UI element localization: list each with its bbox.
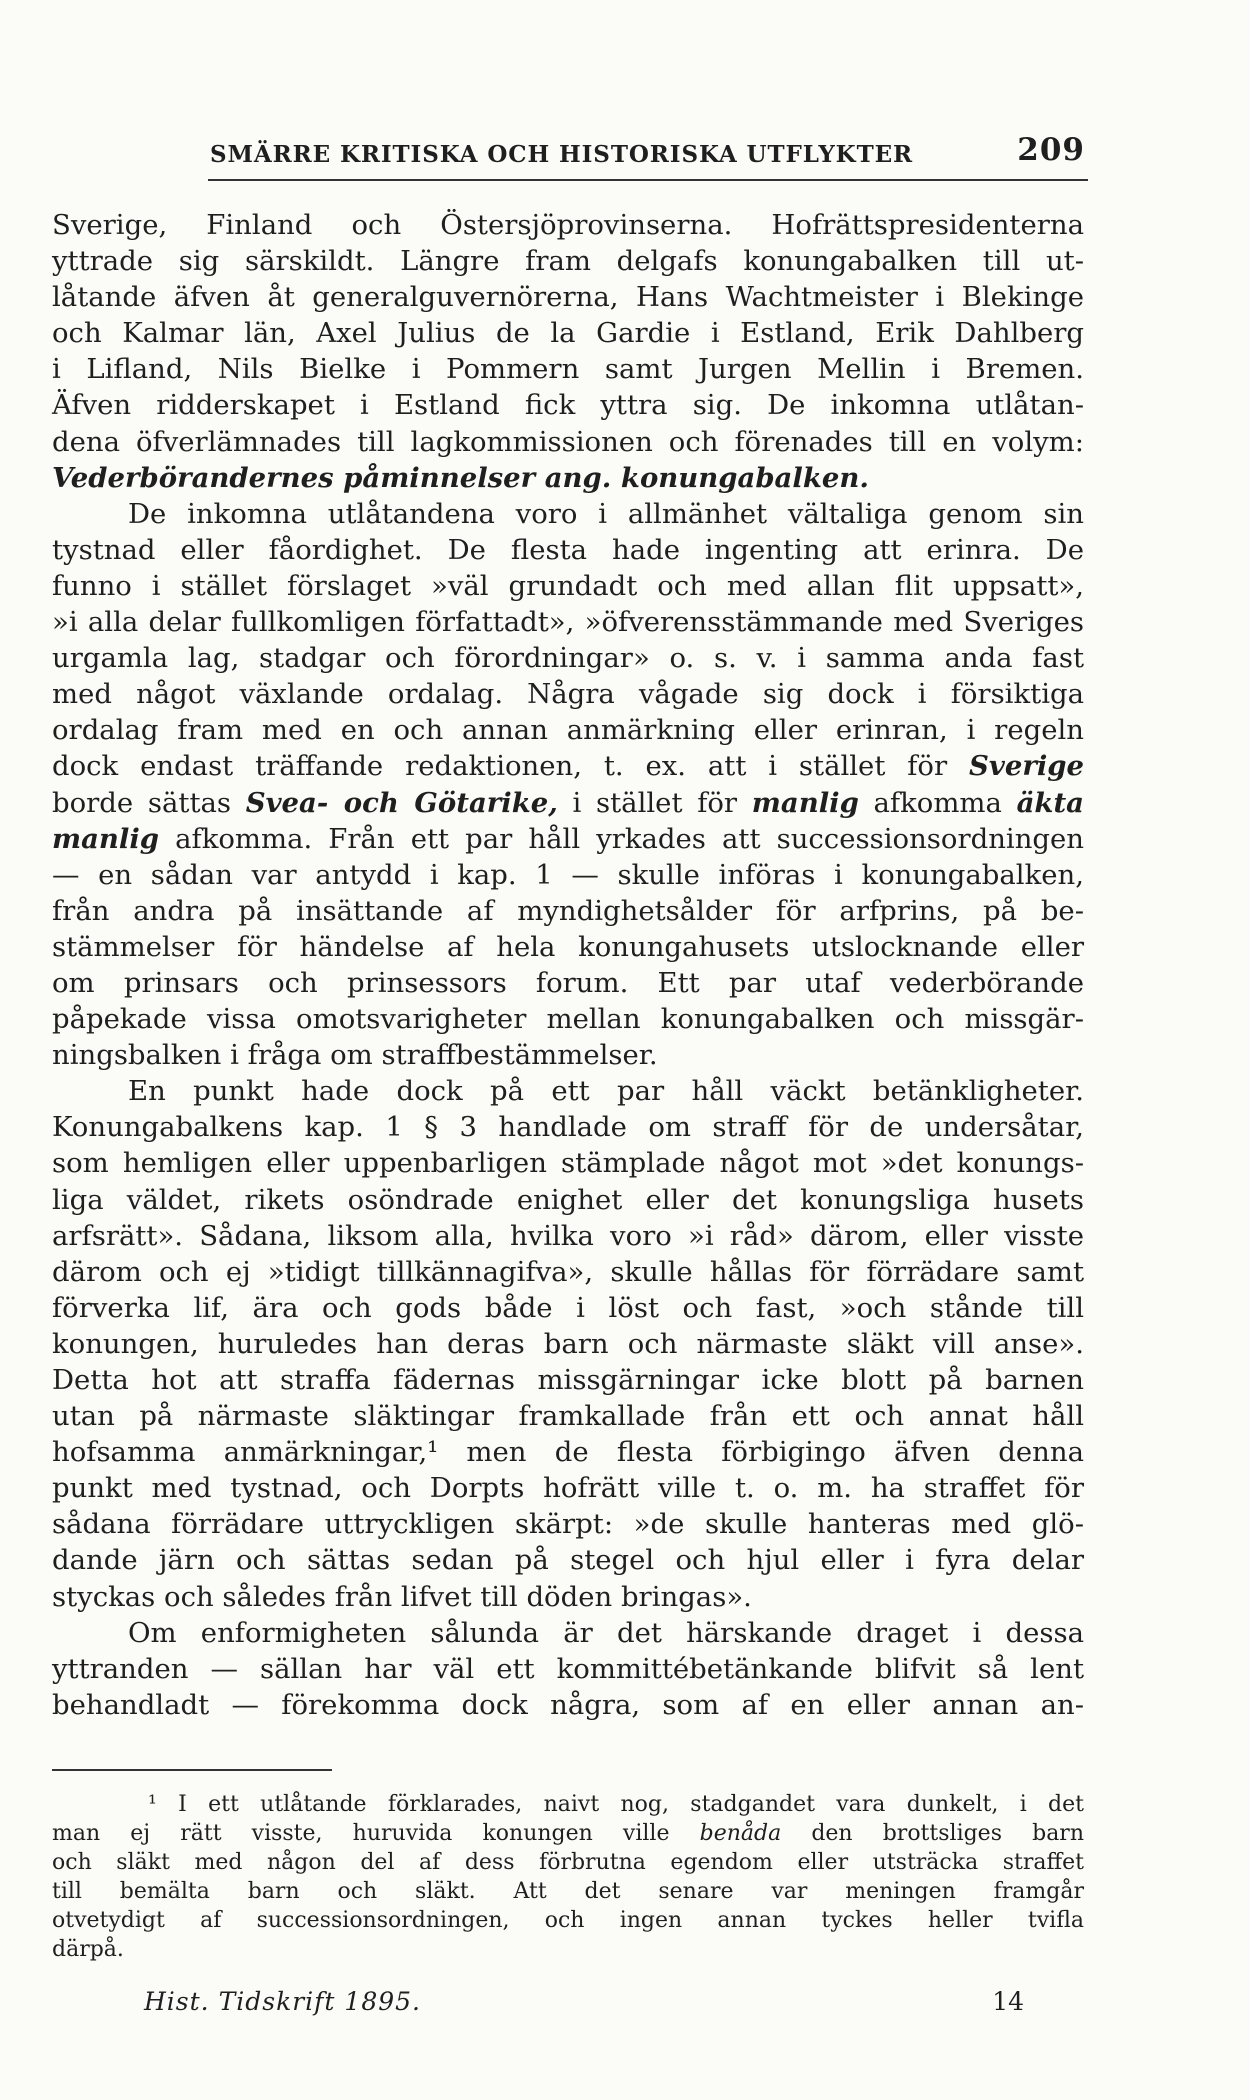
running-head bbox=[210, 132, 1085, 168]
text-line: punkt med tystnad, och Dorpts hofrätt ville t. o. m. ha straffet för bbox=[52, 1472, 1084, 1505]
footnote-rule bbox=[52, 1769, 332, 1771]
italic-word: äkta bbox=[1016, 786, 1084, 819]
text-line: konungen, huruledes han deras barn och närmaste släkt vill anse». bbox=[52, 1327, 1084, 1360]
text-line: ningsbalken i fråga om straffbestämmelser. bbox=[52, 1039, 658, 1072]
text-line: ordalag fram med en och annan anmärkning eller erinran, i regeln bbox=[52, 714, 1084, 747]
paragraph-2 bbox=[52, 496, 1084, 1074]
footnote bbox=[52, 1790, 1084, 1964]
text-line bbox=[52, 821, 1084, 857]
text-line: liga väldet, rikets osöndrade enighet eller det konungsliga husets bbox=[52, 1183, 1084, 1216]
text-run: borde sättas bbox=[52, 786, 231, 819]
text-line bbox=[52, 748, 1084, 784]
text-line: dena öfverlämnades till lagkommissionen och förenades till en volym: bbox=[52, 425, 1084, 458]
text-line: Konungabalkens kap. 1 § 3 handlade om straff för de undersåtar, bbox=[52, 1111, 1084, 1144]
footnote-line bbox=[52, 1819, 1084, 1848]
text-line: om prinsars och prinsessors forum. Ett par utaf vederbörande bbox=[52, 966, 1084, 999]
italic-word: Svea- och Götarike, bbox=[245, 786, 558, 819]
text-line: sådana förrädare uttryckligen skärpt: »de skulle hanteras med glö- bbox=[52, 1508, 1084, 1541]
text-run: dock endast träffande redaktionen, t. ex. att i stället för bbox=[52, 750, 948, 783]
text-line: som hemligen eller uppenbarligen stämplade något mot »det konungs- bbox=[52, 1147, 1084, 1180]
text-line: Om enformigheten sålunda är det härskande draget i dessa bbox=[128, 1616, 1084, 1649]
signature-line bbox=[144, 1983, 1024, 2019]
text-run: den brottsliges barn bbox=[811, 1821, 1084, 1846]
text-line: förverka lif, ära och gods både i löst och fast, »och stånde till bbox=[52, 1291, 1084, 1324]
text-line: med något växlande ordalag. Några vågade sig dock i försiktiga bbox=[52, 678, 1084, 711]
text-line: — en sådan var antydd i kap. 1 — skulle införas i konungabalken, bbox=[52, 858, 1084, 891]
text-line bbox=[52, 785, 1084, 821]
italic-word: manlig bbox=[751, 786, 859, 819]
text-line: Äfven ridderskapet i Estland fick yttra sig. De inkomna utlåtan- bbox=[52, 389, 1084, 422]
text-run: afkomma bbox=[873, 786, 1002, 819]
page-number: 209 bbox=[1017, 132, 1085, 168]
text-line bbox=[52, 460, 1084, 496]
text-line: hofsamma anmärkningar,¹ men de flesta förbigingo äfven denna bbox=[52, 1436, 1084, 1469]
text-line: funno i stället förslaget »väl grundadt och med allan flit uppsatt», bbox=[52, 569, 1084, 602]
italic-title: Vederbörandernes påminnelser ang. konungabalken. bbox=[52, 461, 869, 494]
footnote-line: och släkt med någon del af dess förbrutna egendom eller utsträcka straffet bbox=[52, 1850, 1084, 1875]
text-line: yttranden — sällan har väl ett kommittébetänkande blifvit så lent bbox=[52, 1652, 1084, 1685]
text-line: yttrade sig särskildt. Längre fram delgafs konungabalken till ut- bbox=[52, 245, 1084, 278]
text-line: i Lifland, Nils Bielke i Pommern samt Jurgen Mellin i Bremen. bbox=[52, 353, 1084, 386]
body-text bbox=[52, 207, 1084, 1723]
running-title: SMÄRRE KRITISKA OCH HISTORISKA UTFLYKTER bbox=[210, 141, 914, 168]
text-line: låtande äfven åt generalguvernörerna, Hans Wachtmeister i Blekinge bbox=[52, 281, 1084, 314]
italic-word: Sverige bbox=[969, 750, 1084, 783]
text-line: De inkomna utlåtandena voro i allmänhet vältaliga genom sin bbox=[128, 497, 1084, 530]
footnote-line: till bemälta barn och släkt. Att det senare var meningen framgår bbox=[52, 1879, 1084, 1904]
text-line: påpekade vissa omotsvarigheter mellan konungabalken och missgär- bbox=[52, 1003, 1084, 1036]
italic-word: benåda bbox=[699, 1821, 782, 1846]
sheet-signature: 14 bbox=[992, 1986, 1024, 2016]
text-line: Detta hot att straffa fädernas missgärningar icke blott på barnen bbox=[52, 1364, 1084, 1396]
paragraph-1 bbox=[52, 207, 1084, 496]
text-run: i stället för bbox=[572, 786, 738, 819]
text-line: från andra på insättande af myndighetsålder för arfprins, på be- bbox=[52, 894, 1084, 927]
italic-word: manlig bbox=[52, 822, 160, 855]
text-line: därom och ej »tidigt tillkännagifva», skulle hållas för förrädare samt bbox=[52, 1255, 1084, 1288]
footnote-line: ¹ I ett utlåtande förklarades, naivt nog, stadgandet vara dunkelt, i det bbox=[148, 1792, 1084, 1817]
text-line: »i alla delar fullkomligen författadt», »öfverensstämmande med Sveriges bbox=[52, 606, 1084, 639]
text-line: stämmelser för händelse af hela konungahusets utslocknande eller bbox=[52, 930, 1084, 963]
text-line: En punkt hade dock på ett par håll väckt betänkligheter. bbox=[128, 1075, 1084, 1108]
text-line: arfsrätt». Sådana, liksom alla, hvilka voro »i råd» därom, eller visste bbox=[52, 1219, 1084, 1252]
footnote-line: otvetydigt af successionsordningen, och ingen annan tyckes heller tvifla bbox=[52, 1908, 1084, 1933]
paragraph-3 bbox=[52, 1073, 1084, 1614]
paragraph-4 bbox=[52, 1615, 1084, 1723]
footnote-line: därpå. bbox=[52, 1937, 124, 1962]
journal-signature: Hist. Tidskrift 1895. bbox=[144, 1986, 421, 2016]
text-line: dande järn och sättas sedan på stegel och hjul eller i fyra delar bbox=[52, 1544, 1084, 1577]
text-line: och Kalmar län, Axel Julius de la Gardie i Estland, Erik Dahlberg bbox=[52, 317, 1084, 350]
text-line: urgamla lag, stadgar och förordningar» o. s. v. i samma anda fast bbox=[52, 642, 1084, 675]
text-line: styckas och således från lifvet till döden bringas». bbox=[52, 1580, 752, 1613]
text-line: behandladt — förekomma dock några, som af en eller annan an- bbox=[52, 1688, 1084, 1721]
text-line: tystnad eller fåordighet. De flesta hade ingenting att erinra. De bbox=[52, 533, 1084, 566]
text-run: afkomma. Från ett par håll yrkades att successionsordningen bbox=[175, 822, 1085, 855]
header-rule bbox=[208, 179, 1088, 181]
text-line: Sverige, Finland och Östersjöprovinserna. Hofrättspresidenterna bbox=[52, 209, 1084, 241]
text-run: man ej rätt visste, huruvida konungen ville bbox=[52, 1821, 670, 1846]
text-line: utan på närmaste släktingar framkallade från ett och annat håll bbox=[52, 1400, 1084, 1433]
